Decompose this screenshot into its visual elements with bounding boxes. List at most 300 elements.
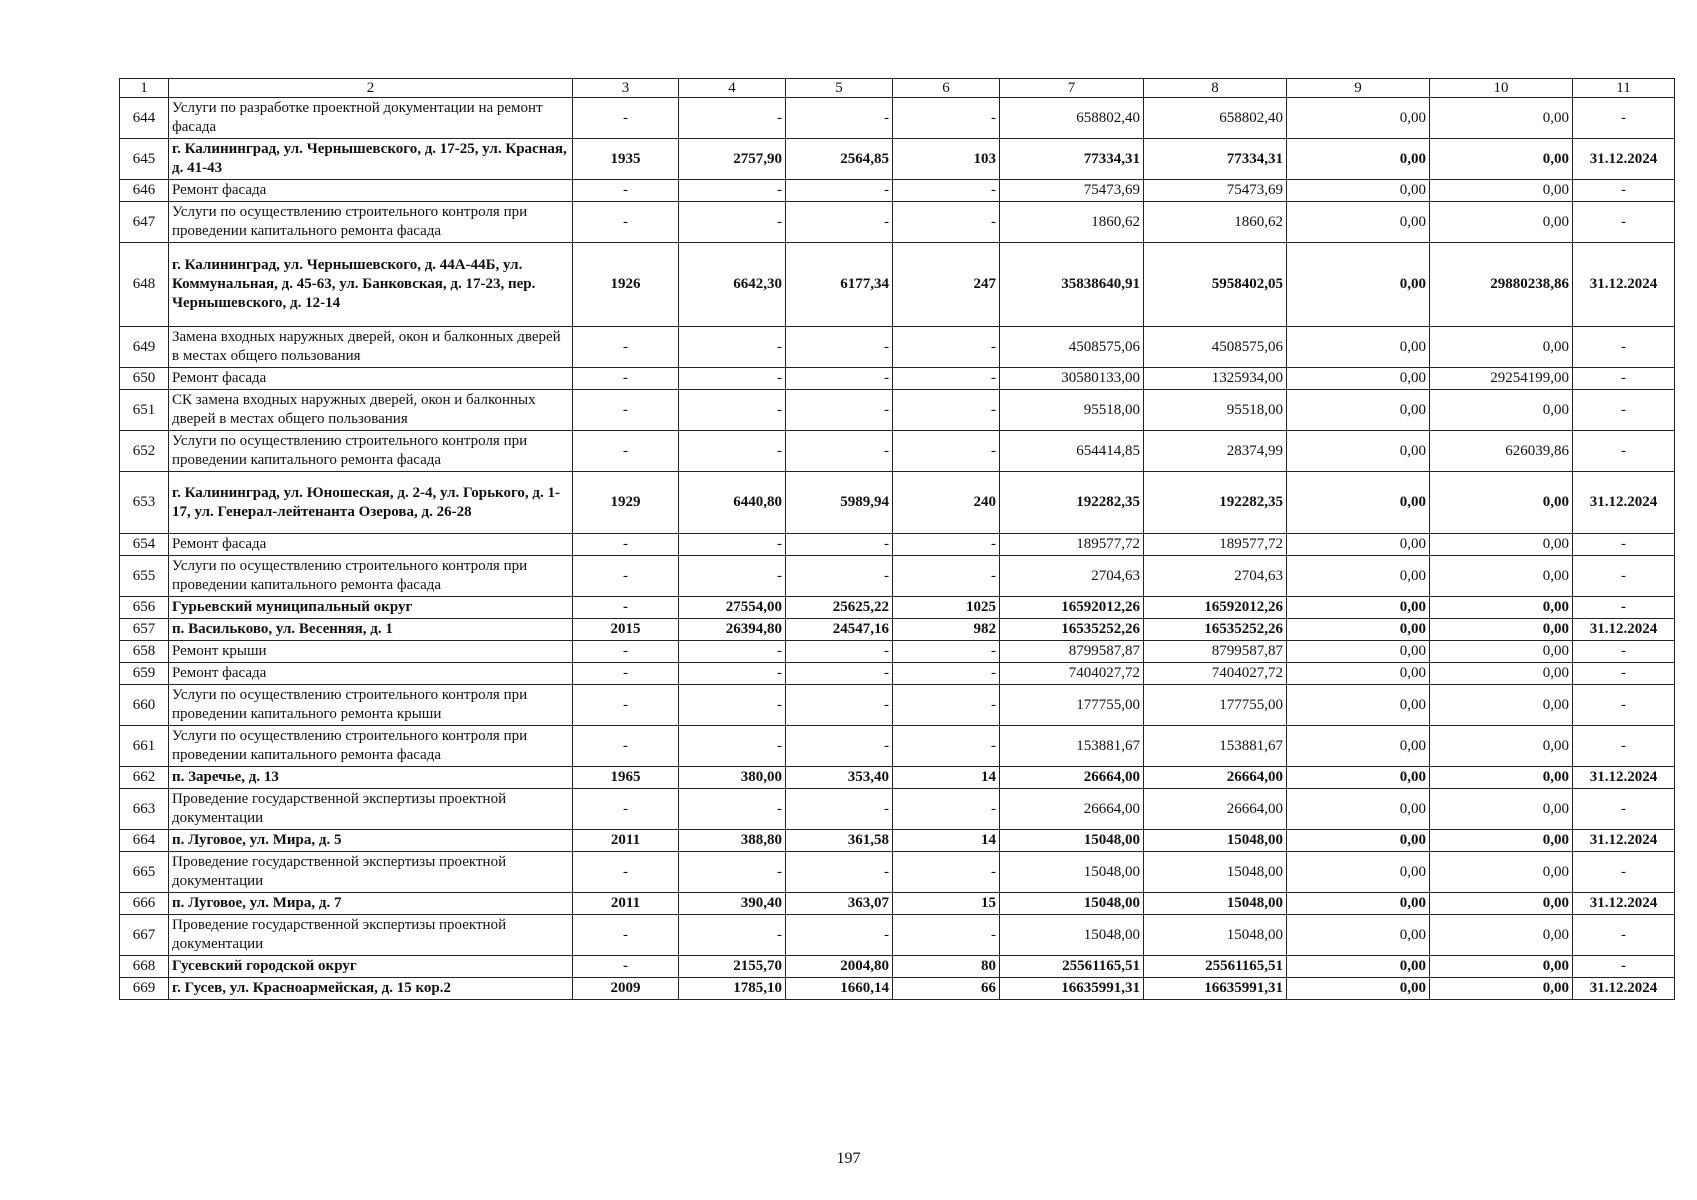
total-area-cell: - <box>679 368 786 390</box>
item-name-cell: Ремонт фасада <box>169 534 573 556</box>
budget-cell: 0,00 <box>1287 767 1430 789</box>
living-area-cell: - <box>786 202 893 243</box>
row-number-cell: 663 <box>120 789 169 830</box>
regional-fund-cell: 2704,63 <box>1144 556 1287 597</box>
item-name-cell: Услуги по осуществлению строительного контроля при проведении капитального ремонта фасада <box>169 202 573 243</box>
living-area-cell: 363,07 <box>786 893 893 915</box>
budget-cell: 0,00 <box>1287 789 1430 830</box>
total-area-cell: - <box>679 180 786 202</box>
owners-funds-cell: 0,00 <box>1430 327 1573 368</box>
regional-fund-cell: 25561165,51 <box>1144 956 1287 978</box>
living-area-cell: 361,58 <box>786 830 893 852</box>
item-name-cell: Проведение государственной экспертизы проектной документации <box>169 852 573 893</box>
living-area-cell: 2564,85 <box>786 139 893 180</box>
item-name-cell: п. Луговое, ул. Мира, д. 7 <box>169 893 573 915</box>
regional-fund-cell: 658802,40 <box>1144 98 1287 139</box>
row-number-cell: 668 <box>120 956 169 978</box>
deadline-cell: - <box>1573 597 1675 619</box>
item-name-cell: Ремонт фасада <box>169 368 573 390</box>
budget-cell: 0,00 <box>1287 663 1430 685</box>
residents-cell: - <box>893 852 1000 893</box>
owners-funds-cell: 0,00 <box>1430 390 1573 431</box>
item-name-cell: п. Заречье, д. 13 <box>169 767 573 789</box>
column-number: 11 <box>1573 79 1675 98</box>
total-cost-cell: 26664,00 <box>1000 767 1144 789</box>
regional-fund-cell: 192282,35 <box>1144 472 1287 534</box>
item-name-cell: Проведение государственной экспертизы проектной документации <box>169 915 573 956</box>
budget-cell: 0,00 <box>1287 852 1430 893</box>
regional-fund-cell: 15048,00 <box>1144 852 1287 893</box>
total-cost-cell: 189577,72 <box>1000 534 1144 556</box>
regional-fund-cell: 15048,00 <box>1144 830 1287 852</box>
row-number-cell: 667 <box>120 915 169 956</box>
residents-cell: - <box>893 789 1000 830</box>
table-row <box>120 893 1675 915</box>
owners-funds-cell: 626039,86 <box>1430 431 1573 472</box>
item-name-cell: Услуги по осуществлению строительного контроля при проведении капитального ремонта фасада <box>169 556 573 597</box>
owners-funds-cell: 0,00 <box>1430 893 1573 915</box>
year-cell: - <box>573 641 679 663</box>
item-name-cell: Гурьевский муниципальный округ <box>169 597 573 619</box>
regional-fund-cell: 26664,00 <box>1144 789 1287 830</box>
regional-fund-cell: 16635991,31 <box>1144 978 1287 1000</box>
row-number-cell: 647 <box>120 202 169 243</box>
residents-cell: - <box>893 368 1000 390</box>
residents-cell: - <box>893 327 1000 368</box>
year-cell: - <box>573 789 679 830</box>
table-row <box>120 726 1675 767</box>
row-number-cell: 646 <box>120 180 169 202</box>
deadline-cell: 31.12.2024 <box>1573 472 1675 534</box>
residents-cell: 15 <box>893 893 1000 915</box>
residents-cell: - <box>893 202 1000 243</box>
item-name-cell: Замена входных наружных дверей, окон и балконных дверей в местах общего пользования <box>169 327 573 368</box>
total-area-cell: 2155,70 <box>679 956 786 978</box>
owners-funds-cell: 29254199,00 <box>1430 368 1573 390</box>
year-cell: - <box>573 915 679 956</box>
total-cost-cell: 7404027,72 <box>1000 663 1144 685</box>
residents-cell: 103 <box>893 139 1000 180</box>
deadline-cell: - <box>1573 390 1675 431</box>
deadline-cell: 31.12.2024 <box>1573 978 1675 1000</box>
residents-cell: 14 <box>893 830 1000 852</box>
item-name-cell: г. Калининград, ул. Чернышевского, д. 17-25, ул. Красная, д. 41-43 <box>169 139 573 180</box>
total-area-cell: - <box>679 663 786 685</box>
total-cost-cell: 16535252,26 <box>1000 619 1144 641</box>
table-row <box>120 472 1675 534</box>
row-number-cell: 650 <box>120 368 169 390</box>
owners-funds-cell: 0,00 <box>1430 852 1573 893</box>
row-number-cell: 657 <box>120 619 169 641</box>
row-number-cell: 658 <box>120 641 169 663</box>
owners-funds-cell: 0,00 <box>1430 556 1573 597</box>
regional-fund-cell: 77334,31 <box>1144 139 1287 180</box>
regional-fund-cell: 15048,00 <box>1144 915 1287 956</box>
living-area-cell: - <box>786 534 893 556</box>
table-row <box>120 641 1675 663</box>
total-area-cell: - <box>679 641 786 663</box>
regional-fund-cell: 28374,99 <box>1144 431 1287 472</box>
residents-cell: 247 <box>893 243 1000 327</box>
residents-cell: - <box>893 915 1000 956</box>
table-row <box>120 98 1675 139</box>
column-number: 8 <box>1144 79 1287 98</box>
row-number-cell: 648 <box>120 243 169 327</box>
year-cell: - <box>573 368 679 390</box>
budget-cell: 0,00 <box>1287 368 1430 390</box>
table-row <box>120 180 1675 202</box>
owners-funds-cell: 0,00 <box>1430 726 1573 767</box>
total-cost-cell: 153881,67 <box>1000 726 1144 767</box>
deadline-cell: - <box>1573 685 1675 726</box>
table-row <box>120 556 1675 597</box>
table-row <box>120 597 1675 619</box>
living-area-cell: 6177,34 <box>786 243 893 327</box>
total-cost-cell: 1860,62 <box>1000 202 1144 243</box>
row-number-cell: 652 <box>120 431 169 472</box>
living-area-cell: - <box>786 556 893 597</box>
row-number-cell: 665 <box>120 852 169 893</box>
table-row <box>120 619 1675 641</box>
year-cell: - <box>573 202 679 243</box>
item-name-cell: п. Васильково, ул. Весенняя, д. 1 <box>169 619 573 641</box>
total-cost-cell: 35838640,91 <box>1000 243 1144 327</box>
residents-cell: - <box>893 534 1000 556</box>
budget-cell: 0,00 <box>1287 180 1430 202</box>
table-row <box>120 956 1675 978</box>
deadline-cell: 31.12.2024 <box>1573 243 1675 327</box>
row-number-cell: 649 <box>120 327 169 368</box>
residents-cell: 14 <box>893 767 1000 789</box>
table-row <box>120 978 1675 1000</box>
regional-fund-cell: 16592012,26 <box>1144 597 1287 619</box>
total-cost-cell: 75473,69 <box>1000 180 1144 202</box>
regional-fund-cell: 15048,00 <box>1144 893 1287 915</box>
regional-fund-cell: 189577,72 <box>1144 534 1287 556</box>
table-row <box>120 685 1675 726</box>
row-number-cell: 644 <box>120 98 169 139</box>
total-area-cell: 388,80 <box>679 830 786 852</box>
year-cell: - <box>573 180 679 202</box>
deadline-cell: - <box>1573 956 1675 978</box>
living-area-cell: 2004,80 <box>786 956 893 978</box>
regional-fund-cell: 1325934,00 <box>1144 368 1287 390</box>
owners-funds-cell: 0,00 <box>1430 915 1573 956</box>
row-number-cell: 660 <box>120 685 169 726</box>
item-name-cell: п. Луговое, ул. Мира, д. 5 <box>169 830 573 852</box>
total-cost-cell: 26664,00 <box>1000 789 1144 830</box>
column-number: 10 <box>1430 79 1573 98</box>
regional-fund-cell: 95518,00 <box>1144 390 1287 431</box>
regional-fund-cell: 4508575,06 <box>1144 327 1287 368</box>
owners-funds-cell: 0,00 <box>1430 767 1573 789</box>
total-area-cell: 26394,80 <box>679 619 786 641</box>
table-row <box>120 534 1675 556</box>
table-row <box>120 767 1675 789</box>
table-row <box>120 852 1675 893</box>
year-cell: - <box>573 534 679 556</box>
regional-fund-cell: 16535252,26 <box>1144 619 1287 641</box>
total-area-cell: - <box>679 915 786 956</box>
total-area-cell: 390,40 <box>679 893 786 915</box>
living-area-cell: - <box>786 789 893 830</box>
owners-funds-cell: 0,00 <box>1430 597 1573 619</box>
regional-fund-cell: 5958402,05 <box>1144 243 1287 327</box>
year-cell: 2011 <box>573 830 679 852</box>
living-area-cell: - <box>786 852 893 893</box>
total-cost-cell: 8799587,87 <box>1000 641 1144 663</box>
row-number-cell: 661 <box>120 726 169 767</box>
owners-funds-cell: 29880238,86 <box>1430 243 1573 327</box>
year-cell: - <box>573 327 679 368</box>
total-area-cell: - <box>679 726 786 767</box>
total-area-cell: - <box>679 327 786 368</box>
table-row <box>120 202 1675 243</box>
deadline-cell: - <box>1573 368 1675 390</box>
budget-cell: 0,00 <box>1287 893 1430 915</box>
owners-funds-cell: 0,00 <box>1430 98 1573 139</box>
item-name-cell: Проведение государственной экспертизы проектной документации <box>169 789 573 830</box>
living-area-cell: - <box>786 98 893 139</box>
living-area-cell: 5989,94 <box>786 472 893 534</box>
year-cell: - <box>573 852 679 893</box>
year-cell: 2009 <box>573 978 679 1000</box>
deadline-cell: - <box>1573 180 1675 202</box>
table-row <box>120 789 1675 830</box>
item-name-cell: г. Калининград, ул. Чернышевского, д. 44А-44Б, ул. Коммунальная, д. 45-63, ул. Банковская, д. 17-23, пер. Чернышевского, д. 12-14 <box>169 243 573 327</box>
owners-funds-cell: 0,00 <box>1430 789 1573 830</box>
column-number: 2 <box>169 79 573 98</box>
budget-cell: 0,00 <box>1287 597 1430 619</box>
residents-cell: 66 <box>893 978 1000 1000</box>
year-cell: - <box>573 685 679 726</box>
owners-funds-cell: 0,00 <box>1430 619 1573 641</box>
total-cost-cell: 95518,00 <box>1000 390 1144 431</box>
budget-cell: 0,00 <box>1287 619 1430 641</box>
total-area-cell: 1785,10 <box>679 978 786 1000</box>
deadline-cell: - <box>1573 641 1675 663</box>
total-area-cell: - <box>679 556 786 597</box>
item-name-cell: г. Гусев, ул. Красноармейская, д. 15 кор.2 <box>169 978 573 1000</box>
living-area-cell: - <box>786 327 893 368</box>
table-row <box>120 243 1675 327</box>
year-cell: - <box>573 663 679 685</box>
column-number: 5 <box>786 79 893 98</box>
residents-cell: - <box>893 726 1000 767</box>
year-cell: - <box>573 390 679 431</box>
total-area-cell: - <box>679 431 786 472</box>
row-number-cell: 656 <box>120 597 169 619</box>
owners-funds-cell: 0,00 <box>1430 641 1573 663</box>
total-area-cell: 6440,80 <box>679 472 786 534</box>
living-area-cell: - <box>786 180 893 202</box>
year-cell: - <box>573 726 679 767</box>
year-cell: - <box>573 556 679 597</box>
owners-funds-cell: 0,00 <box>1430 180 1573 202</box>
program-table <box>119 78 1675 1000</box>
deadline-cell: - <box>1573 202 1675 243</box>
deadline-cell: - <box>1573 852 1675 893</box>
total-cost-cell: 15048,00 <box>1000 830 1144 852</box>
total-cost-cell: 192282,35 <box>1000 472 1144 534</box>
total-cost-cell: 2704,63 <box>1000 556 1144 597</box>
residents-cell: 1025 <box>893 597 1000 619</box>
row-number-cell: 664 <box>120 830 169 852</box>
budget-cell: 0,00 <box>1287 978 1430 1000</box>
residents-cell: - <box>893 180 1000 202</box>
budget-cell: 0,00 <box>1287 243 1430 327</box>
row-number-cell: 666 <box>120 893 169 915</box>
regional-fund-cell: 75473,69 <box>1144 180 1287 202</box>
year-cell: - <box>573 98 679 139</box>
living-area-cell: - <box>786 685 893 726</box>
deadline-cell: - <box>1573 431 1675 472</box>
total-area-cell: 2757,90 <box>679 139 786 180</box>
year-cell: - <box>573 956 679 978</box>
total-cost-cell: 15048,00 <box>1000 893 1144 915</box>
table-row <box>120 327 1675 368</box>
total-area-cell: - <box>679 852 786 893</box>
owners-funds-cell: 0,00 <box>1430 663 1573 685</box>
total-cost-cell: 16635991,31 <box>1000 978 1144 1000</box>
owners-funds-cell: 0,00 <box>1430 956 1573 978</box>
total-cost-cell: 4508575,06 <box>1000 327 1144 368</box>
total-area-cell: - <box>679 98 786 139</box>
year-cell: 1929 <box>573 472 679 534</box>
budget-cell: 0,00 <box>1287 641 1430 663</box>
residents-cell: - <box>893 663 1000 685</box>
budget-cell: 0,00 <box>1287 390 1430 431</box>
living-area-cell: 24547,16 <box>786 619 893 641</box>
total-cost-cell: 77334,31 <box>1000 139 1144 180</box>
row-number-cell: 651 <box>120 390 169 431</box>
row-number-cell: 659 <box>120 663 169 685</box>
row-number-cell: 669 <box>120 978 169 1000</box>
residents-cell: - <box>893 641 1000 663</box>
total-cost-cell: 15048,00 <box>1000 852 1144 893</box>
deadline-cell: 31.12.2024 <box>1573 767 1675 789</box>
total-cost-cell: 25561165,51 <box>1000 956 1144 978</box>
year-cell: - <box>573 431 679 472</box>
regional-fund-cell: 8799587,87 <box>1144 641 1287 663</box>
residents-cell: 982 <box>893 619 1000 641</box>
item-name-cell: Гусевский городской округ <box>169 956 573 978</box>
column-number: 6 <box>893 79 1000 98</box>
owners-funds-cell: 0,00 <box>1430 139 1573 180</box>
residents-cell: - <box>893 431 1000 472</box>
year-cell: 1935 <box>573 139 679 180</box>
residents-cell: 80 <box>893 956 1000 978</box>
total-area-cell: - <box>679 202 786 243</box>
page-number: 197 <box>836 1150 861 1167</box>
residents-cell: - <box>893 98 1000 139</box>
budget-cell: 0,00 <box>1287 956 1430 978</box>
deadline-cell: 31.12.2024 <box>1573 619 1675 641</box>
item-name-cell: Услуги по осуществлению строительного контроля при проведении капитального ремонта крыши <box>169 685 573 726</box>
deadline-cell: 31.12.2024 <box>1573 139 1675 180</box>
item-name-cell: СК замена входных наружных дверей, окон и балконных дверей в местах общего пользования <box>169 390 573 431</box>
budget-cell: 0,00 <box>1287 327 1430 368</box>
column-number: 4 <box>679 79 786 98</box>
item-name-cell: Услуги по осуществлению строительного контроля при проведении капитального ремонта фасада <box>169 431 573 472</box>
living-area-cell: - <box>786 663 893 685</box>
year-cell: 2011 <box>573 893 679 915</box>
deadline-cell: - <box>1573 789 1675 830</box>
table-row <box>120 390 1675 431</box>
total-area-cell: - <box>679 685 786 726</box>
living-area-cell: 25625,22 <box>786 597 893 619</box>
row-number-cell: 662 <box>120 767 169 789</box>
residents-cell: - <box>893 685 1000 726</box>
budget-cell: 0,00 <box>1287 830 1430 852</box>
living-area-cell: - <box>786 641 893 663</box>
column-number-row <box>120 79 1675 98</box>
total-cost-cell: 30580133,00 <box>1000 368 1144 390</box>
deadline-cell: - <box>1573 726 1675 767</box>
budget-cell: 0,00 <box>1287 534 1430 556</box>
deadline-cell: - <box>1573 98 1675 139</box>
column-number: 1 <box>120 79 169 98</box>
owners-funds-cell: 0,00 <box>1430 534 1573 556</box>
budget-cell: 0,00 <box>1287 685 1430 726</box>
total-area-cell: 6642,30 <box>679 243 786 327</box>
deadline-cell: 31.12.2024 <box>1573 893 1675 915</box>
budget-cell: 0,00 <box>1287 556 1430 597</box>
regional-fund-cell: 153881,67 <box>1144 726 1287 767</box>
table-row <box>120 368 1675 390</box>
year-cell: 1926 <box>573 243 679 327</box>
deadline-cell: - <box>1573 663 1675 685</box>
row-number-cell: 655 <box>120 556 169 597</box>
deadline-cell: - <box>1573 915 1675 956</box>
total-cost-cell: 177755,00 <box>1000 685 1144 726</box>
item-name-cell: Услуги по разработке проектной документации на ремонт фасада <box>169 98 573 139</box>
total-cost-cell: 658802,40 <box>1000 98 1144 139</box>
owners-funds-cell: 0,00 <box>1430 202 1573 243</box>
total-area-cell: - <box>679 534 786 556</box>
owners-funds-cell: 0,00 <box>1430 472 1573 534</box>
deadline-cell: - <box>1573 556 1675 597</box>
table-row <box>120 830 1675 852</box>
living-area-cell: 1660,14 <box>786 978 893 1000</box>
total-cost-cell: 654414,85 <box>1000 431 1144 472</box>
column-number: 7 <box>1000 79 1144 98</box>
living-area-cell: - <box>786 915 893 956</box>
column-number: 9 <box>1287 79 1430 98</box>
item-name-cell: Ремонт фасада <box>169 180 573 202</box>
year-cell: - <box>573 597 679 619</box>
item-name-cell: Услуги по осуществлению строительного контроля при проведении капитального ремонта фасада <box>169 726 573 767</box>
item-name-cell: Ремонт фасада <box>169 663 573 685</box>
residents-cell: - <box>893 390 1000 431</box>
budget-cell: 0,00 <box>1287 139 1430 180</box>
deadline-cell: 31.12.2024 <box>1573 830 1675 852</box>
living-area-cell: - <box>786 368 893 390</box>
budget-cell: 0,00 <box>1287 915 1430 956</box>
table-row <box>120 663 1675 685</box>
living-area-cell: 353,40 <box>786 767 893 789</box>
budget-cell: 0,00 <box>1287 726 1430 767</box>
total-area-cell: - <box>679 789 786 830</box>
owners-funds-cell: 0,00 <box>1430 685 1573 726</box>
year-cell: 2015 <box>573 619 679 641</box>
regional-fund-cell: 7404027,72 <box>1144 663 1287 685</box>
regional-fund-cell: 1860,62 <box>1144 202 1287 243</box>
row-number-cell: 645 <box>120 139 169 180</box>
item-name-cell: Ремонт крыши <box>169 641 573 663</box>
table-row <box>120 431 1675 472</box>
column-number: 3 <box>573 79 679 98</box>
